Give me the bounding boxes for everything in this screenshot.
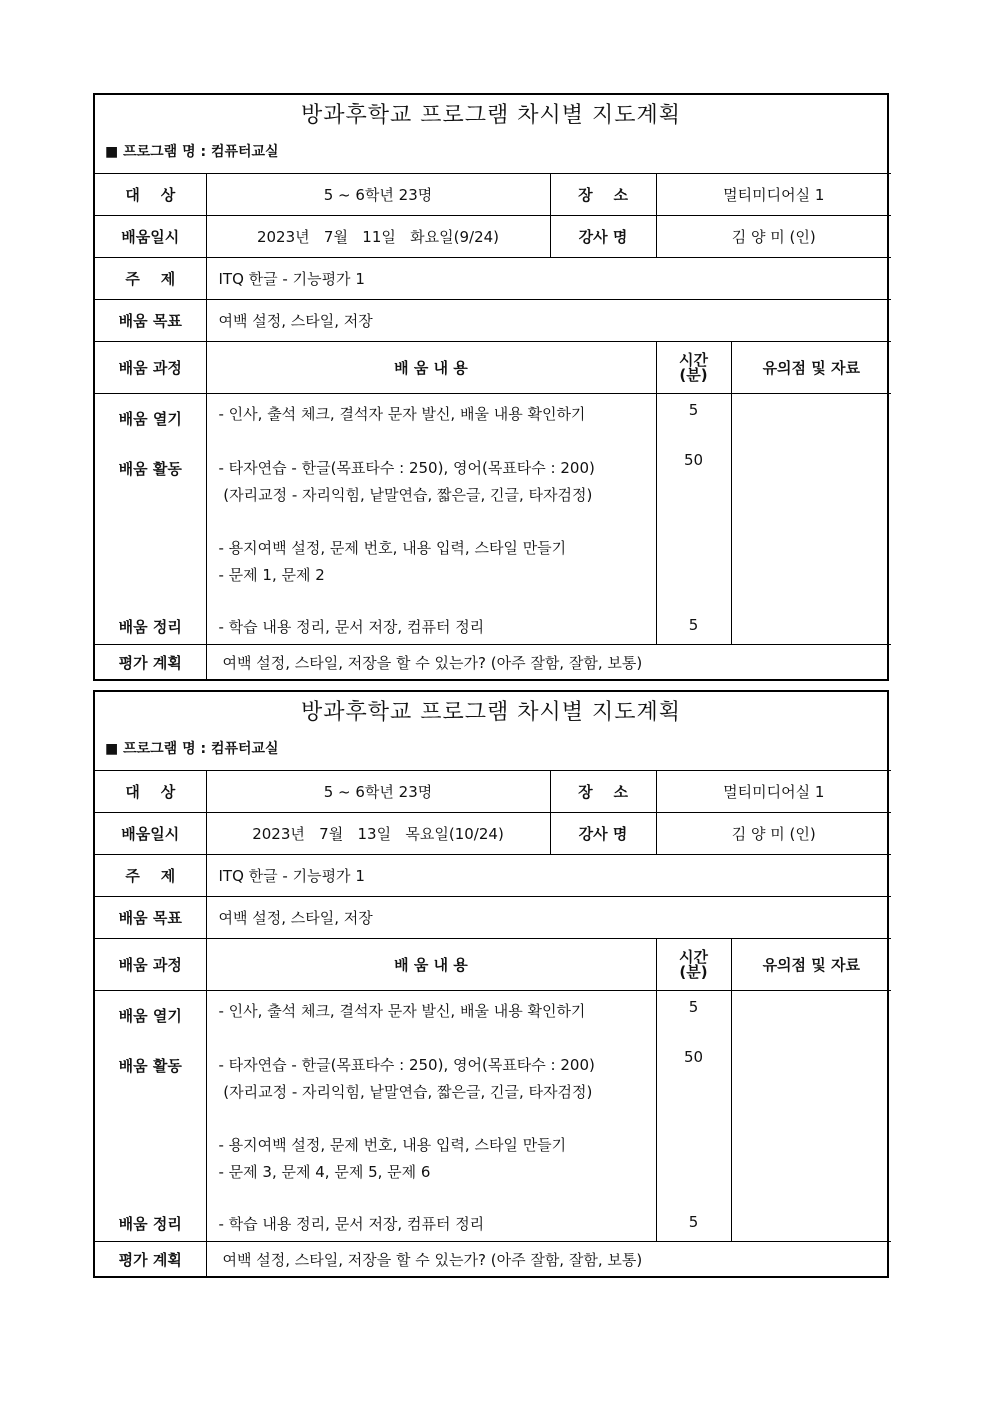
content-line: - 학습 내용 정리, 문서 저장, 컴퓨터 정리 <box>218 1215 485 1233</box>
time-value: 5 <box>688 998 699 1016</box>
time-header-line2: (분) <box>679 962 708 981</box>
teacher-value: 김 양 미 (인) <box>656 216 891 258</box>
times-cell <box>656 991 731 1242</box>
content-line: (자리교정 - 자리익힘, 낱말연습, 짧은글, 긴글, 타자검정) <box>218 486 593 504</box>
time-header <box>656 342 731 394</box>
lesson-plan-1 <box>93 93 889 681</box>
time-header-line2: (분) <box>679 365 708 384</box>
content-line: - 타자연습 - 한글(목표타수 : 250), 영어(목표타수 : 200) <box>218 1056 595 1074</box>
target-value: 5 ~ 6학년 23명 <box>206 771 550 813</box>
notes-cell <box>731 394 891 645</box>
eval-value: 여백 설정, 스타일, 저장을 할 수 있는가? (아주 잘함, 잘함, 보통) <box>206 1242 891 1277</box>
stage-open: 배움 열기 <box>118 1007 182 1025</box>
stages-cell <box>95 394 206 645</box>
content-line: (자리교정 - 자리익힘, 낱말연습, 짧은글, 긴글, 타자검정) <box>218 1083 593 1101</box>
content-line: - 인사, 출석 체크, 결석자 문자 발신, 배울 내용 확인하기 <box>218 1002 586 1020</box>
time-value: 5 <box>688 616 699 634</box>
stage-close: 배움 정리 <box>118 618 182 636</box>
stage-open: 배움 열기 <box>118 410 182 428</box>
notes-header: 유의점 및 자료 <box>731 342 891 394</box>
place-label: 장 소 <box>550 771 656 813</box>
content-line: - 타자연습 - 한글(목표타수 : 250), 영어(목표타수 : 200) <box>218 459 595 477</box>
teacher-value: 김 양 미 (인) <box>656 813 891 855</box>
content-cell <box>206 394 656 645</box>
topic-label: 주 제 <box>95 258 206 300</box>
goal-value: 여백 설정, 스타일, 저장 <box>206 300 891 342</box>
content-line: - 문제 3, 문제 4, 문제 5, 문제 6 <box>218 1163 431 1181</box>
program-name: ■ 프로그램 명 : 컴퓨터교실 <box>105 144 279 160</box>
process-header: 배움 과정 <box>95 939 206 991</box>
plan-title: 방과후학교 프로그램 차시별 지도계획 <box>300 700 681 725</box>
time-header <box>656 939 731 991</box>
plan-title: 방과후학교 프로그램 차시별 지도계획 <box>300 103 681 128</box>
stage-close: 배움 정리 <box>118 1215 182 1233</box>
place-value: 멀티미디어실 1 <box>656 174 891 216</box>
content-line: - 학습 내용 정리, 문서 저장, 컴퓨터 정리 <box>218 618 485 636</box>
notes-header: 유의점 및 자료 <box>731 939 891 991</box>
content-line: - 문제 1, 문제 2 <box>218 566 325 584</box>
topic-label: 주 제 <box>95 855 206 897</box>
target-label: 대 상 <box>95 771 206 813</box>
content-line: - 용지여백 설정, 문제 번호, 내용 입력, 스타일 만들기 <box>218 1136 567 1154</box>
time-value: 5 <box>688 401 699 419</box>
goal-label: 배움 목표 <box>95 897 206 939</box>
time-header-line1: 시간 <box>679 350 708 369</box>
time-value: 5 <box>688 1213 699 1231</box>
time-value: 50 <box>683 451 704 469</box>
time-value: 50 <box>683 1048 704 1066</box>
teacher-label: 강사 명 <box>550 813 656 855</box>
process-header: 배움 과정 <box>95 342 206 394</box>
date-value: 2023년 7월 13일 목요일(10/24) <box>206 813 550 855</box>
content-header: 배 움 내 용 <box>206 939 656 991</box>
goal-value: 여백 설정, 스타일, 저장 <box>206 897 891 939</box>
content-header: 배 움 내 용 <box>206 342 656 394</box>
program-name: ■ 프로그램 명 : 컴퓨터교실 <box>105 741 279 757</box>
place-label: 장 소 <box>550 174 656 216</box>
plan-table <box>95 770 891 1276</box>
stages-cell <box>95 991 206 1242</box>
target-label: 대 상 <box>95 174 206 216</box>
content-cell <box>206 991 656 1242</box>
topic-value: ITQ 한글 - 기능평가 1 <box>206 258 891 300</box>
topic-value: ITQ 한글 - 기능평가 1 <box>206 855 891 897</box>
eval-label: 평가 계획 <box>95 1242 206 1277</box>
date-label: 배움일시 <box>95 216 206 258</box>
teacher-label: 강사 명 <box>550 216 656 258</box>
goal-label: 배움 목표 <box>95 300 206 342</box>
content-line: - 용지여백 설정, 문제 번호, 내용 입력, 스타일 만들기 <box>218 539 567 557</box>
date-value: 2023년 7월 11일 화요일(9/24) <box>206 216 550 258</box>
eval-value: 여백 설정, 스타일, 저장을 할 수 있는가? (아주 잘함, 잘함, 보통) <box>206 645 891 680</box>
times-cell <box>656 394 731 645</box>
notes-cell <box>731 991 891 1242</box>
stage-activity: 배움 활동 <box>118 1057 182 1075</box>
content-line: - 인사, 출석 체크, 결석자 문자 발신, 배울 내용 확인하기 <box>218 405 586 423</box>
date-label: 배움일시 <box>95 813 206 855</box>
place-value: 멀티미디어실 1 <box>656 771 891 813</box>
target-value: 5 ~ 6학년 23명 <box>206 174 550 216</box>
stage-activity: 배움 활동 <box>118 460 182 478</box>
plan-table <box>95 173 891 679</box>
lesson-plan-2 <box>93 690 889 1278</box>
time-header-line1: 시간 <box>679 947 708 966</box>
eval-label: 평가 계획 <box>95 645 206 680</box>
